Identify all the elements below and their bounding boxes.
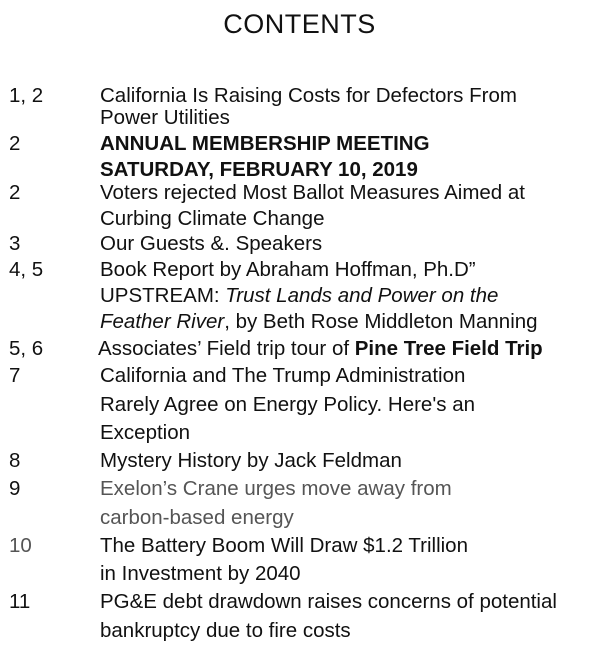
entry-title-line: carbon-based energy: [100, 506, 294, 529]
entry-page-number: 11: [9, 590, 31, 613]
entry-title-line: Curbing Climate Change: [100, 207, 325, 230]
entry-title-segment-italic: Feather River: [100, 310, 225, 333]
entry-title-line: PG&E debt drawdown raises concerns of potential: [100, 590, 557, 613]
entry-title-segment-italic: Trust Lands and Power on the: [225, 284, 499, 307]
entry-page-number: 2: [9, 132, 21, 155]
entry-title-line: in Investment by 2040: [100, 562, 301, 585]
entry-title-line: Exelon’s Crane urges move away from: [100, 477, 452, 500]
entry-title-line: The Battery Boom Will Draw $1.2 Trillion: [100, 534, 468, 557]
contents-title: CONTENTS: [223, 9, 376, 39]
entry-title-line: Voters rejected Most Ballot Measures Aimed at: [100, 181, 526, 204]
entry-title-segment: UPSTREAM:: [100, 284, 226, 307]
entry-page-number: 7: [9, 364, 21, 387]
entry-title-line: Book Report by Abraham Hoffman, Ph.D”: [100, 258, 476, 281]
entry-title-line: California Is Raising Costs for Defectors From: [100, 84, 517, 107]
entry-page-number: 9: [9, 477, 21, 500]
entry-title-line: California and The Trump Administration: [100, 364, 466, 387]
entry-page-number: 4, 5: [9, 258, 44, 281]
entry-title-line: Power Utilities: [100, 106, 230, 129]
entry-page-number: 5, 6: [9, 337, 44, 360]
entry-title-line: Exception: [100, 421, 191, 444]
entry-page-number: 3: [9, 232, 21, 255]
entry-title-line: Rarely Agree on Energy Policy. Here's an: [100, 393, 475, 416]
entry-title-segment-bold: Pine Tree Field Trip: [354, 337, 543, 360]
entry-page-number: 2: [9, 181, 21, 204]
entry-title-line: ANNUAL MEMBERSHIP MEETING: [100, 132, 430, 155]
entry-title-line: bankruptcy due to fire costs: [100, 619, 351, 642]
entry-page-number: 10: [9, 534, 32, 557]
entry-page-number: 8: [9, 449, 21, 472]
entry-title-line: SATURDAY, FEBRUARY 10, 2019: [100, 158, 418, 181]
entry-title-line: [98, 337, 543, 360]
entry-title-line: Our Guests &. Speakers: [100, 232, 323, 255]
entry-page-number: 1, 2: [9, 84, 44, 107]
entry-title-line: [100, 284, 498, 307]
entry-title-line: [100, 310, 538, 333]
entry-title-segment: Associates’ Field trip tour of: [98, 337, 355, 360]
entry-title-segment: , by Beth Rose Middleton Manning: [224, 310, 538, 333]
entry-title-line: Mystery History by Jack Feldman: [100, 449, 402, 472]
